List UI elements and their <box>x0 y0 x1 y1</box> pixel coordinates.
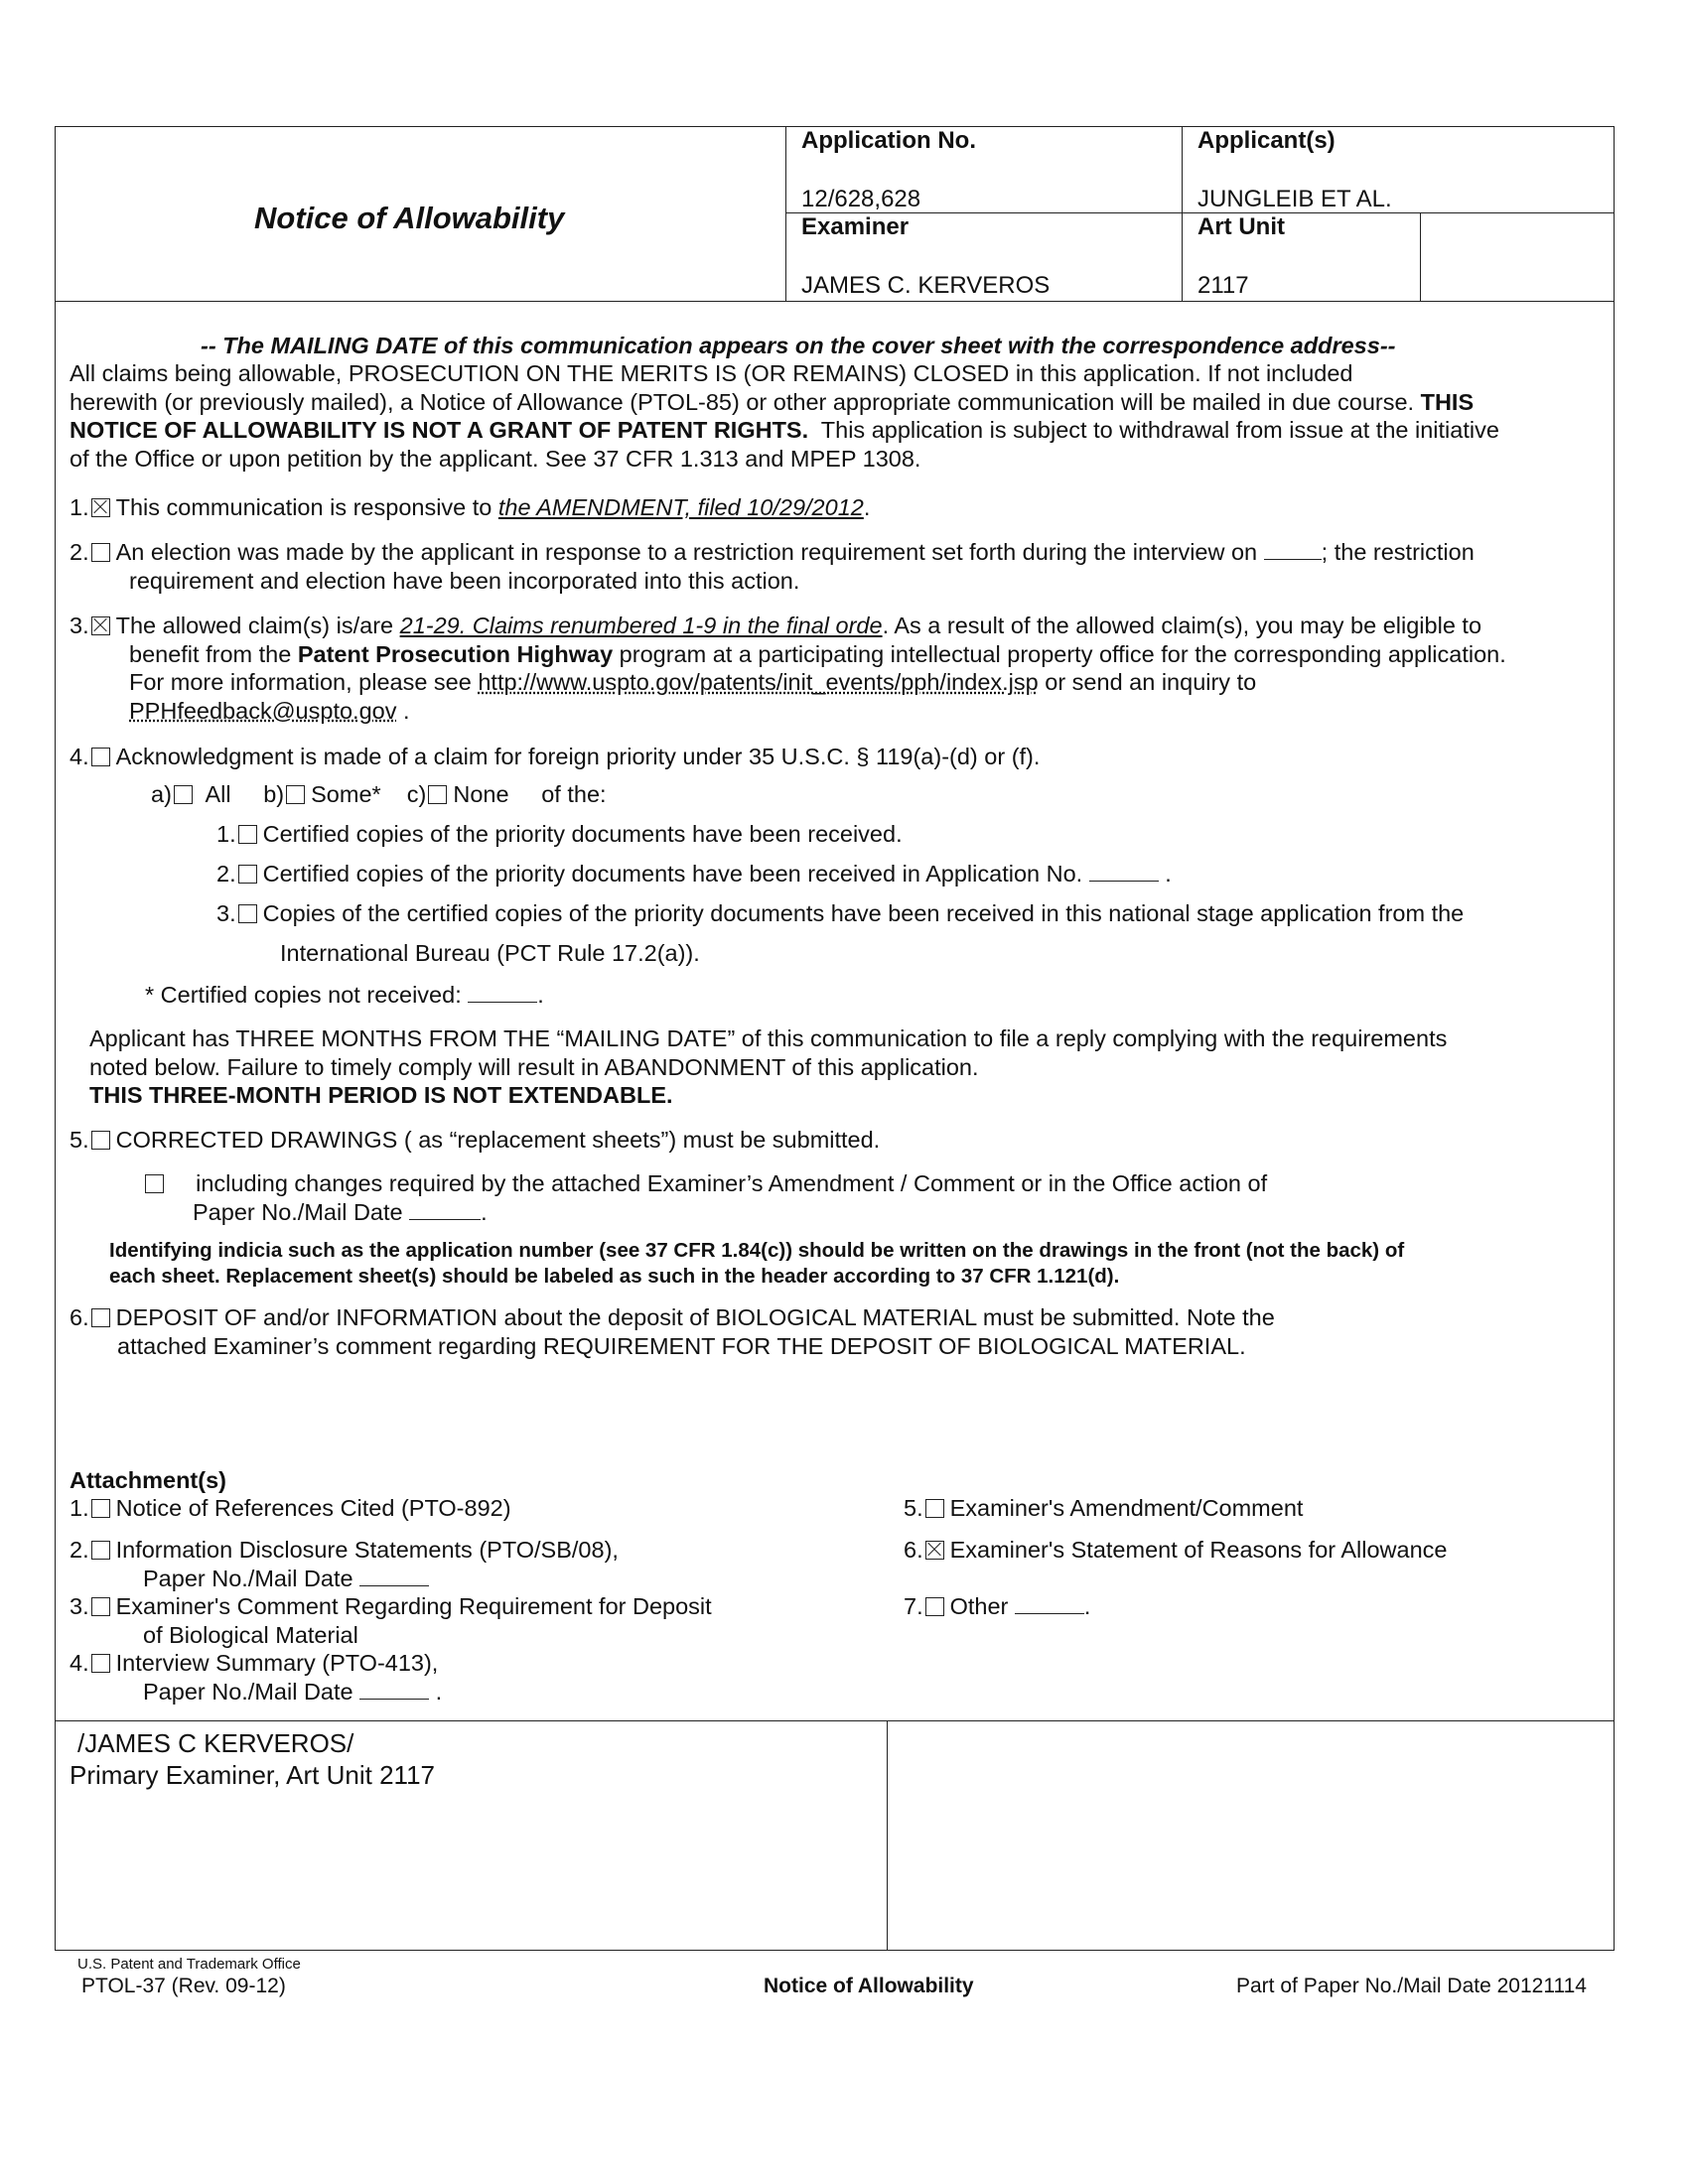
item-3-checkbox[interactable] <box>91 616 110 635</box>
attachment-4-checkbox[interactable] <box>91 1654 110 1673</box>
option-none-checkbox[interactable] <box>428 785 447 804</box>
header-bottom-rule <box>55 301 1615 302</box>
application-no-value: 12/628,628 <box>801 186 921 212</box>
allowed-claims-value: 21-29. Claims renumbered 1-9 in the final orde <box>399 613 883 638</box>
footer-form-number: PTOL-37 (Rev. 09-12) <box>81 1975 286 1997</box>
page-title: Notice of Allowability <box>254 201 565 235</box>
item-6-checkbox[interactable] <box>91 1308 110 1327</box>
item-1: 1. This communication is responsive to the AMENDMENT, filed 10/29/2012. <box>70 494 871 520</box>
interview-date-blank[interactable] <box>1264 541 1322 560</box>
footer-title: Notice of Allowability <box>764 1975 974 1997</box>
other-blank[interactable] <box>1015 1595 1084 1614</box>
certified-copies-not-received: * Certified copies not received: . <box>145 982 544 1008</box>
attachment-6: 6. Examiner's Statement of Reasons for Allowance <box>904 1537 1448 1563</box>
item-1-value: the AMENDMENT, filed 10/29/2012 <box>497 494 864 520</box>
intro-paragraph: All claims being allowable, PROSECUTION ON THE MERITS IS (OR REMAINS) CLOSED in this application. If not included herewith (or previously mailed), a Notice of Allowance (PTOL-85) or other appropriate communication will be mailed in due course. THIS NOTICE OF ALLOWABILITY IS NOT A GRANT OF PATENT RIGHTS. This application is subject to withdrawal from issue at the initiative of the Office or upon petition by the applicant. See 37 CFR 1.313 and MPEP 1308. <box>70 360 1499 472</box>
item-5-mail-date-blank[interactable] <box>409 1201 481 1220</box>
examiner-signature: /JAMES C KERVEROS/ <box>77 1728 354 1758</box>
header-divider-2 <box>1182 126 1183 301</box>
mailing-date-note: -- The MAILING DATE of this communication appears on the cover sheet with the correspondence address-- <box>201 333 1396 358</box>
header-divider-1 <box>785 126 786 301</box>
three-month-notice: Applicant has THREE MONTHS FROM THE “MAILING DATE” of this communication to file a reply complying with the requirements noted below. Failure to timely comply will result in ABANDONMENT of this application. THIS THREE-MONTH PERIOD IS NOT EXTENDABLE. <box>89 1025 1448 1108</box>
attachment-7-checkbox[interactable] <box>925 1597 944 1616</box>
pph-link[interactable]: http://www.uspto.gov/patents/init_events/pph/index.jsp <box>478 669 1039 695</box>
option-some-checkbox[interactable] <box>286 785 305 804</box>
attachment-4: 4. Interview Summary (PTO-413), Paper No./Mail Date . <box>70 1650 443 1705</box>
option-all-checkbox[interactable] <box>174 785 193 804</box>
item-5-checkbox[interactable] <box>91 1131 110 1150</box>
header-divider-3 <box>1420 212 1421 301</box>
examiner-value: JAMES C. KERVEROS <box>801 272 1051 299</box>
item-4: 4. Acknowledgment is made of a claim for foreign priority under 35 U.S.C. § 119(a)-(d) or (f). <box>70 744 1041 769</box>
application-no-label: Application No. <box>801 127 976 154</box>
attachment-2-mail-date-blank[interactable] <box>359 1568 429 1586</box>
attachment-3-checkbox[interactable] <box>91 1597 110 1616</box>
attachment-4-mail-date-blank[interactable] <box>359 1681 429 1700</box>
attachment-2-checkbox[interactable] <box>91 1541 110 1560</box>
identifying-indicia-note: Identifying indicia such as the application number (see 37 CFR 1.84(c)) should be written on the drawings in the front (not the back) of each sheet. Replacement sheet(s) should be labeled as such in the header according to 37 CFR 1.121(d). <box>109 1239 1405 1288</box>
item-4-sub-2: 2. Certified copies of the priority documents have been received in Application No. . <box>216 861 1172 887</box>
art-unit-label: Art Unit <box>1197 213 1285 240</box>
item-2: 2. An election was made by the applicant in response to a restriction requirement set forth during the interview on ; the restriction requirement and election have been incorporated into this action. <box>70 539 1475 594</box>
attachment-6-checkbox[interactable] <box>925 1541 944 1560</box>
item-5-sub: including changes required by the attached Examiner’s Amendment / Comment or in the Office action of Paper No./Mail Date . <box>143 1169 1533 1226</box>
item-5-sub-checkbox[interactable] <box>145 1174 164 1193</box>
signature-block <box>70 1727 435 1791</box>
application-no-blank[interactable] <box>1089 863 1159 882</box>
signature-divider <box>887 1720 888 1951</box>
attachment-1: 1. Notice of References Cited (PTO-892) <box>70 1495 511 1521</box>
attachment-3: 3. Examiner's Comment Regarding Requirement for Deposit of Biological Material <box>70 1593 712 1648</box>
footer-paper-no: Part of Paper No./Mail Date 20121114 <box>1236 1975 1587 1997</box>
item-5: 5. CORRECTED DRAWINGS ( as “replacement sheets”) must be submitted. <box>70 1127 881 1153</box>
attachment-5: 5. Examiner's Amendment/Comment <box>904 1495 1304 1521</box>
examiner-label: Examiner <box>801 213 910 240</box>
attachment-5-checkbox[interactable] <box>925 1499 944 1518</box>
pph-email-link[interactable]: PPHfeedback@uspto.gov <box>129 697 397 724</box>
applicants-label: Applicant(s) <box>1197 127 1336 154</box>
item-4-sub-2-checkbox[interactable] <box>238 865 257 884</box>
item-4-sub-3-cont: International Bureau (PCT Rule 17.2(a)). <box>280 940 700 966</box>
item-4-checkbox[interactable] <box>91 748 110 766</box>
item-6: 6. DEPOSIT OF and/or INFORMATION about the deposit of BIOLOGICAL MATERIAL must be submitted. Note the attached Examiner’s comment regarding REQUIREMENT FOR THE DEPOSIT OF BIOLOGICAL MATERIAL. <box>70 1304 1275 1359</box>
attachment-2: 2. Information Disclosure Statements (PTO/SB/08), Paper No./Mail Date <box>70 1537 619 1591</box>
art-unit-value: 2117 <box>1197 272 1249 299</box>
item-1-checkbox[interactable] <box>91 498 110 517</box>
signature-top-rule <box>55 1720 1615 1721</box>
attachments-heading: Attachment(s) <box>70 1467 226 1493</box>
not-received-blank[interactable] <box>468 984 537 1003</box>
item-4-sub-1-checkbox[interactable] <box>238 825 257 844</box>
attachment-1-checkbox[interactable] <box>91 1499 110 1518</box>
item-4-sub-3: 3. Copies of the certified copies of the priority documents have been received in this national stage application from the <box>216 900 1465 926</box>
item-4-options: a) All b) Some* c) None of the: <box>151 781 607 807</box>
examiner-title: Primary Examiner, Art Unit 2117 <box>70 1760 435 1790</box>
attachment-7: 7. Other . <box>904 1593 1091 1619</box>
footer-office: U.S. Patent and Trademark Office <box>77 1956 301 1973</box>
item-2-checkbox[interactable] <box>91 543 110 562</box>
item-4-sub-1: 1. Certified copies of the priority documents have been received. <box>216 821 903 847</box>
item-3: 3. The allowed claim(s) is/are 21-29. Claims renumbered 1-9 in the final orde. As a result of the allowed claim(s), you may be eligible to benefit from the Patent Prosecution Highway program at a participating intellectual property office for the corresponding application. For more information, please see http://www.uspto.gov/patents/init_events/pph/index.jsp or send an inquiry to PPHfeedback@uspto.gov . <box>70 613 1506 724</box>
applicants-value: JUNGLEIB ET AL. <box>1197 186 1392 212</box>
item-4-sub-3-checkbox[interactable] <box>238 904 257 923</box>
